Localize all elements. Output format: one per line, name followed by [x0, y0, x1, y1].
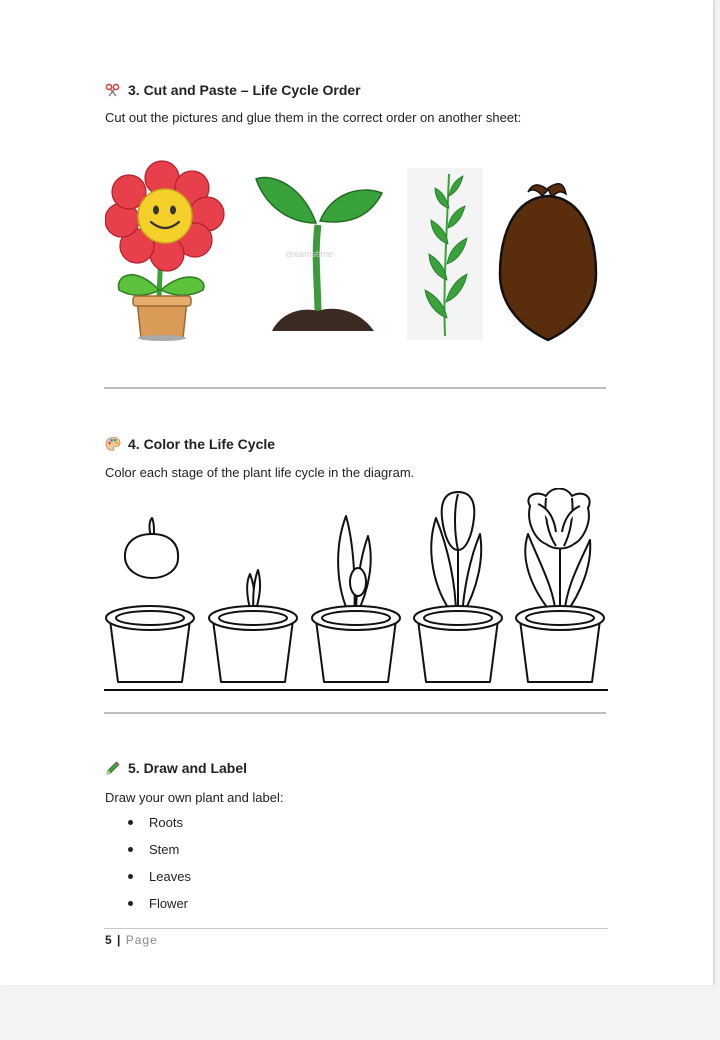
pot-3 — [312, 606, 400, 682]
pot-4 — [414, 606, 502, 682]
section-divider — [104, 387, 606, 389]
tulip-life-cycle-diagram — [104, 488, 608, 694]
label-list — [105, 813, 191, 921]
young-plant-image — [407, 168, 483, 340]
section5-heading — [105, 760, 247, 776]
page-separator: | — [117, 933, 122, 947]
scissors-icon — [105, 82, 121, 98]
section3-title: 3. Cut and Paste – Life Cycle Order — [128, 82, 361, 98]
list-item: Stem — [105, 840, 191, 867]
page-footer — [105, 933, 158, 947]
section4-instruction: Color each stage of the plant life cycle in the diagram. — [105, 465, 415, 480]
pot-2 — [209, 606, 297, 682]
section5-title: 5. Draw and Label — [128, 760, 248, 776]
section3-heading — [105, 82, 361, 98]
list-item: Flower — [105, 894, 191, 921]
stage-bulb — [125, 518, 178, 578]
page-number: 5 — [105, 933, 113, 947]
brown-seed-image — [498, 178, 598, 342]
stage-tulip-open — [525, 489, 590, 617]
pencil-icon — [105, 760, 121, 776]
stage-bud — [338, 516, 371, 616]
section5-instruction: Draw your own plant and label: — [105, 790, 284, 805]
pot-5 — [516, 606, 604, 682]
stage-tulip-closed — [431, 492, 481, 616]
pot-1 — [106, 606, 194, 682]
seedling-sprout-image — [252, 165, 384, 333]
footer-divider — [104, 928, 608, 929]
svg-text:dreamstime: dreamstime — [286, 249, 334, 259]
page-label: Page — [125, 933, 158, 947]
palette-icon — [105, 436, 121, 452]
section3-instruction: Cut out the pictures and glue them in the correct order on another sheet: — [105, 110, 522, 125]
section4-heading — [105, 436, 275, 452]
list-item: Roots — [105, 813, 191, 840]
section-divider — [104, 712, 606, 714]
section4-title: 4. Color the Life Cycle — [128, 436, 276, 452]
list-item: Leaves — [105, 867, 191, 894]
smiling-flower-image — [105, 160, 231, 342]
